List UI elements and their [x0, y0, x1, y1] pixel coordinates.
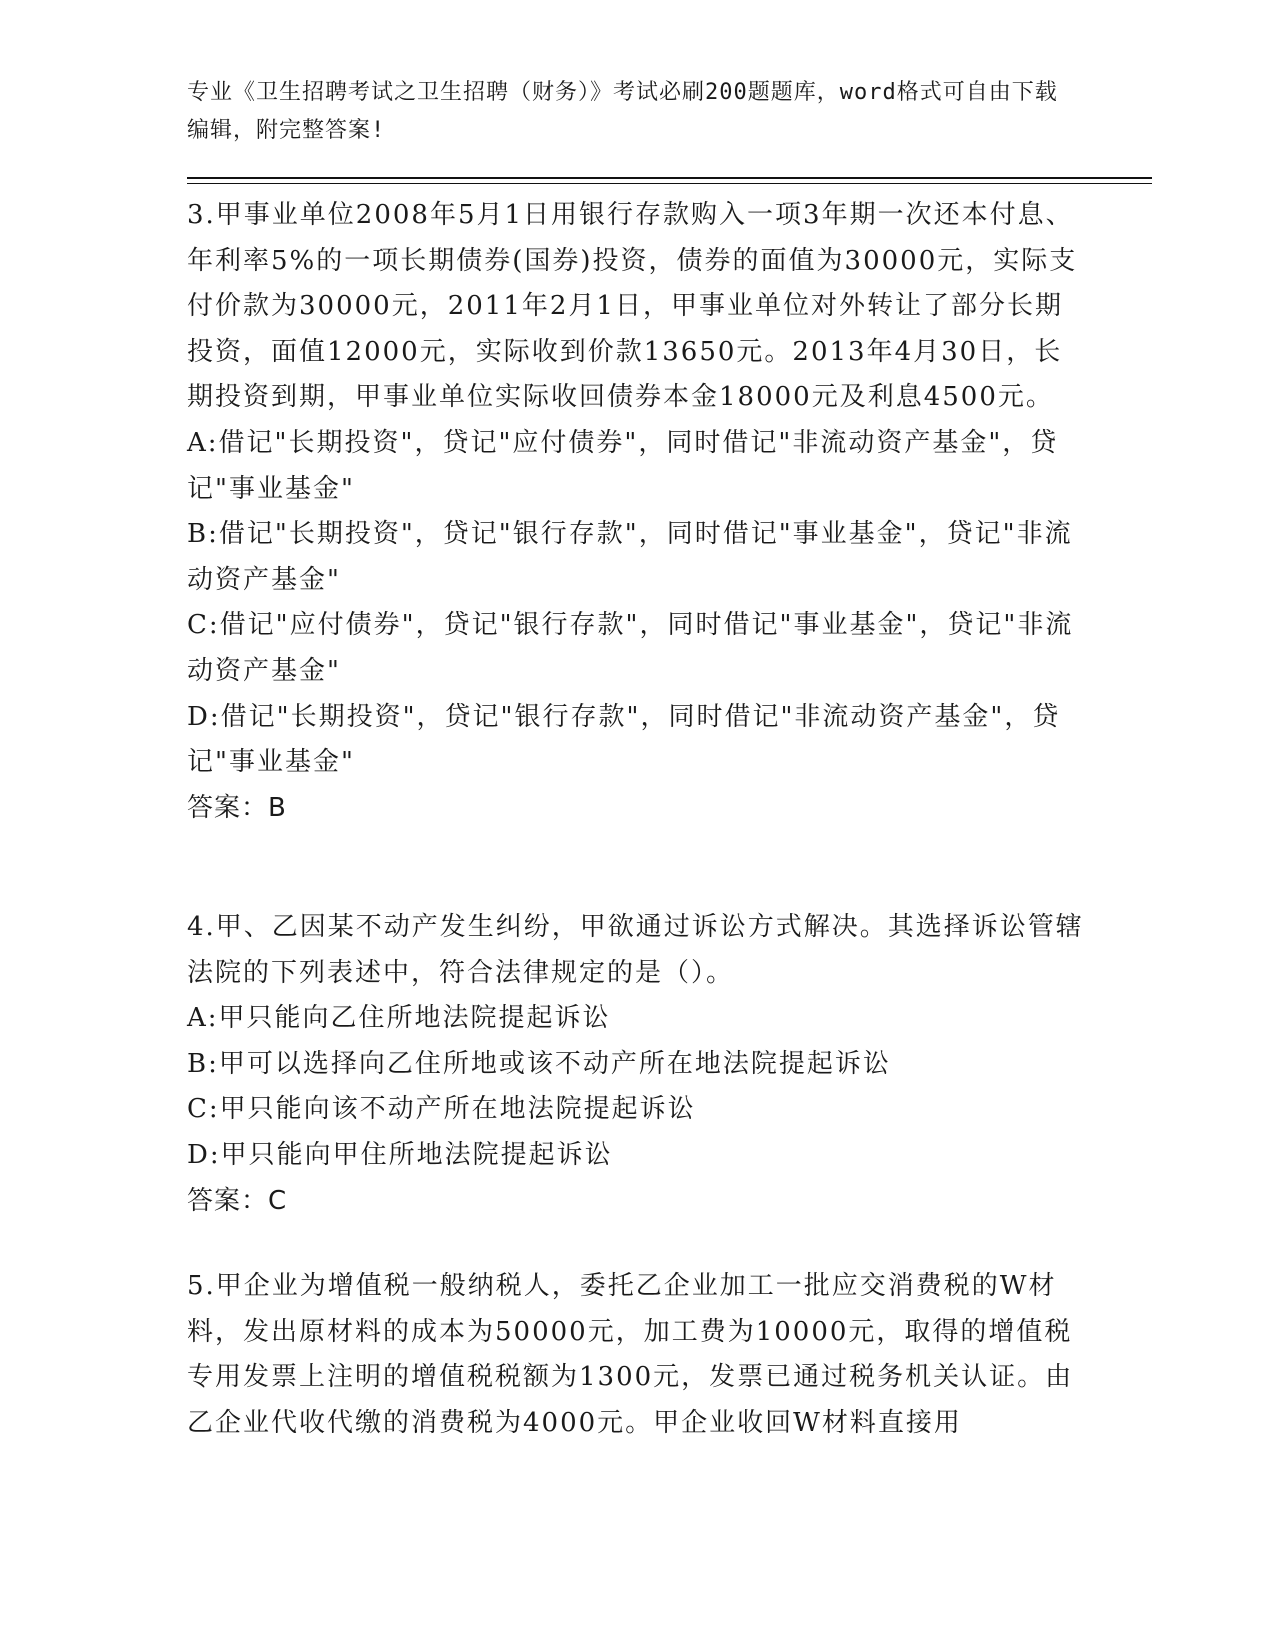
question-3-option-d: D:借记"长期投资"，贷记"银行存款"，同时借记"非流动资产基金"，贷记"事业基金"	[187, 701, 1061, 778]
question-4-option-c: C:甲只能向该不动产所在地法院提起诉讼	[187, 1094, 696, 1125]
question-3-option-c: C:借记"应付债券"，贷记"银行存款"，同时借记"事业基金"，贷记"非流动资产基金"	[187, 610, 1074, 686]
question-4-answer: 答案：C	[187, 1185, 288, 1216]
header-divider-thick	[187, 177, 1152, 179]
document-header-title: 专业《卫生招聘考试之卫生招聘（财务）》考试必刷200题题库，word格式可自由下载编辑，附完整答案!	[187, 80, 1058, 143]
question-4-stem: 4.甲、乙因某不动产发生纠纷，甲欲通过诉讼方式解决。其选择诉讼管辖法院的下列表述中，符合法律规定的是（）。	[187, 912, 1084, 988]
question-3-stem: 3.甲事业单位2008年5月1日用银行存款购入一项3年期一次还本付息、年利率5%的一项长期债券(国券)投资，债券的面值为30000元，实际支付价款为30000元，2011年2月1日，甲事业单位对外转让了部分长期投资，面值12000元，实际收到价款13650元。2013年4月30日，长期投资到期，甲事业单位实际收回债券本金18000元及利息4500元。	[187, 200, 1078, 413]
question-4-option-d: D:甲只能向甲住所地法院提起诉讼	[187, 1139, 613, 1170]
question-4	[187, 905, 1087, 1224]
question-5	[187, 1264, 1087, 1446]
question-3-option-a: A:借记"长期投资"，贷记"应付债券"，同时借记"非流动资产基金"，贷记"事业基金"	[187, 427, 1059, 504]
header-divider-thin	[187, 183, 1152, 184]
question-3-answer: 答案：B	[187, 792, 287, 823]
question-3-option-b: B:借记"长期投资"，贷记"银行存款"，同时借记"事业基金"，贷记"非流动资产基金"	[187, 519, 1073, 595]
question-4-option-a: A:甲只能向乙住所地法院提起诉讼	[187, 1003, 611, 1034]
question-4-option-b: B:甲可以选择向乙住所地或该不动产所在地法院提起诉讼	[187, 1048, 891, 1079]
question-5-stem: 5.甲企业为增值税一般纳税人，委托乙企业加工一批应交消费税的W材料，发出原材料的成本为50000元，加工费为10000元，取得的增值税专用发票上注明的增值税税额为1300元，发票已通过税务机关认证。由乙企业代收代缴的消费税为4000元。甲企业收回W材料直接用	[187, 1271, 1074, 1438]
question-3	[187, 193, 1087, 831]
